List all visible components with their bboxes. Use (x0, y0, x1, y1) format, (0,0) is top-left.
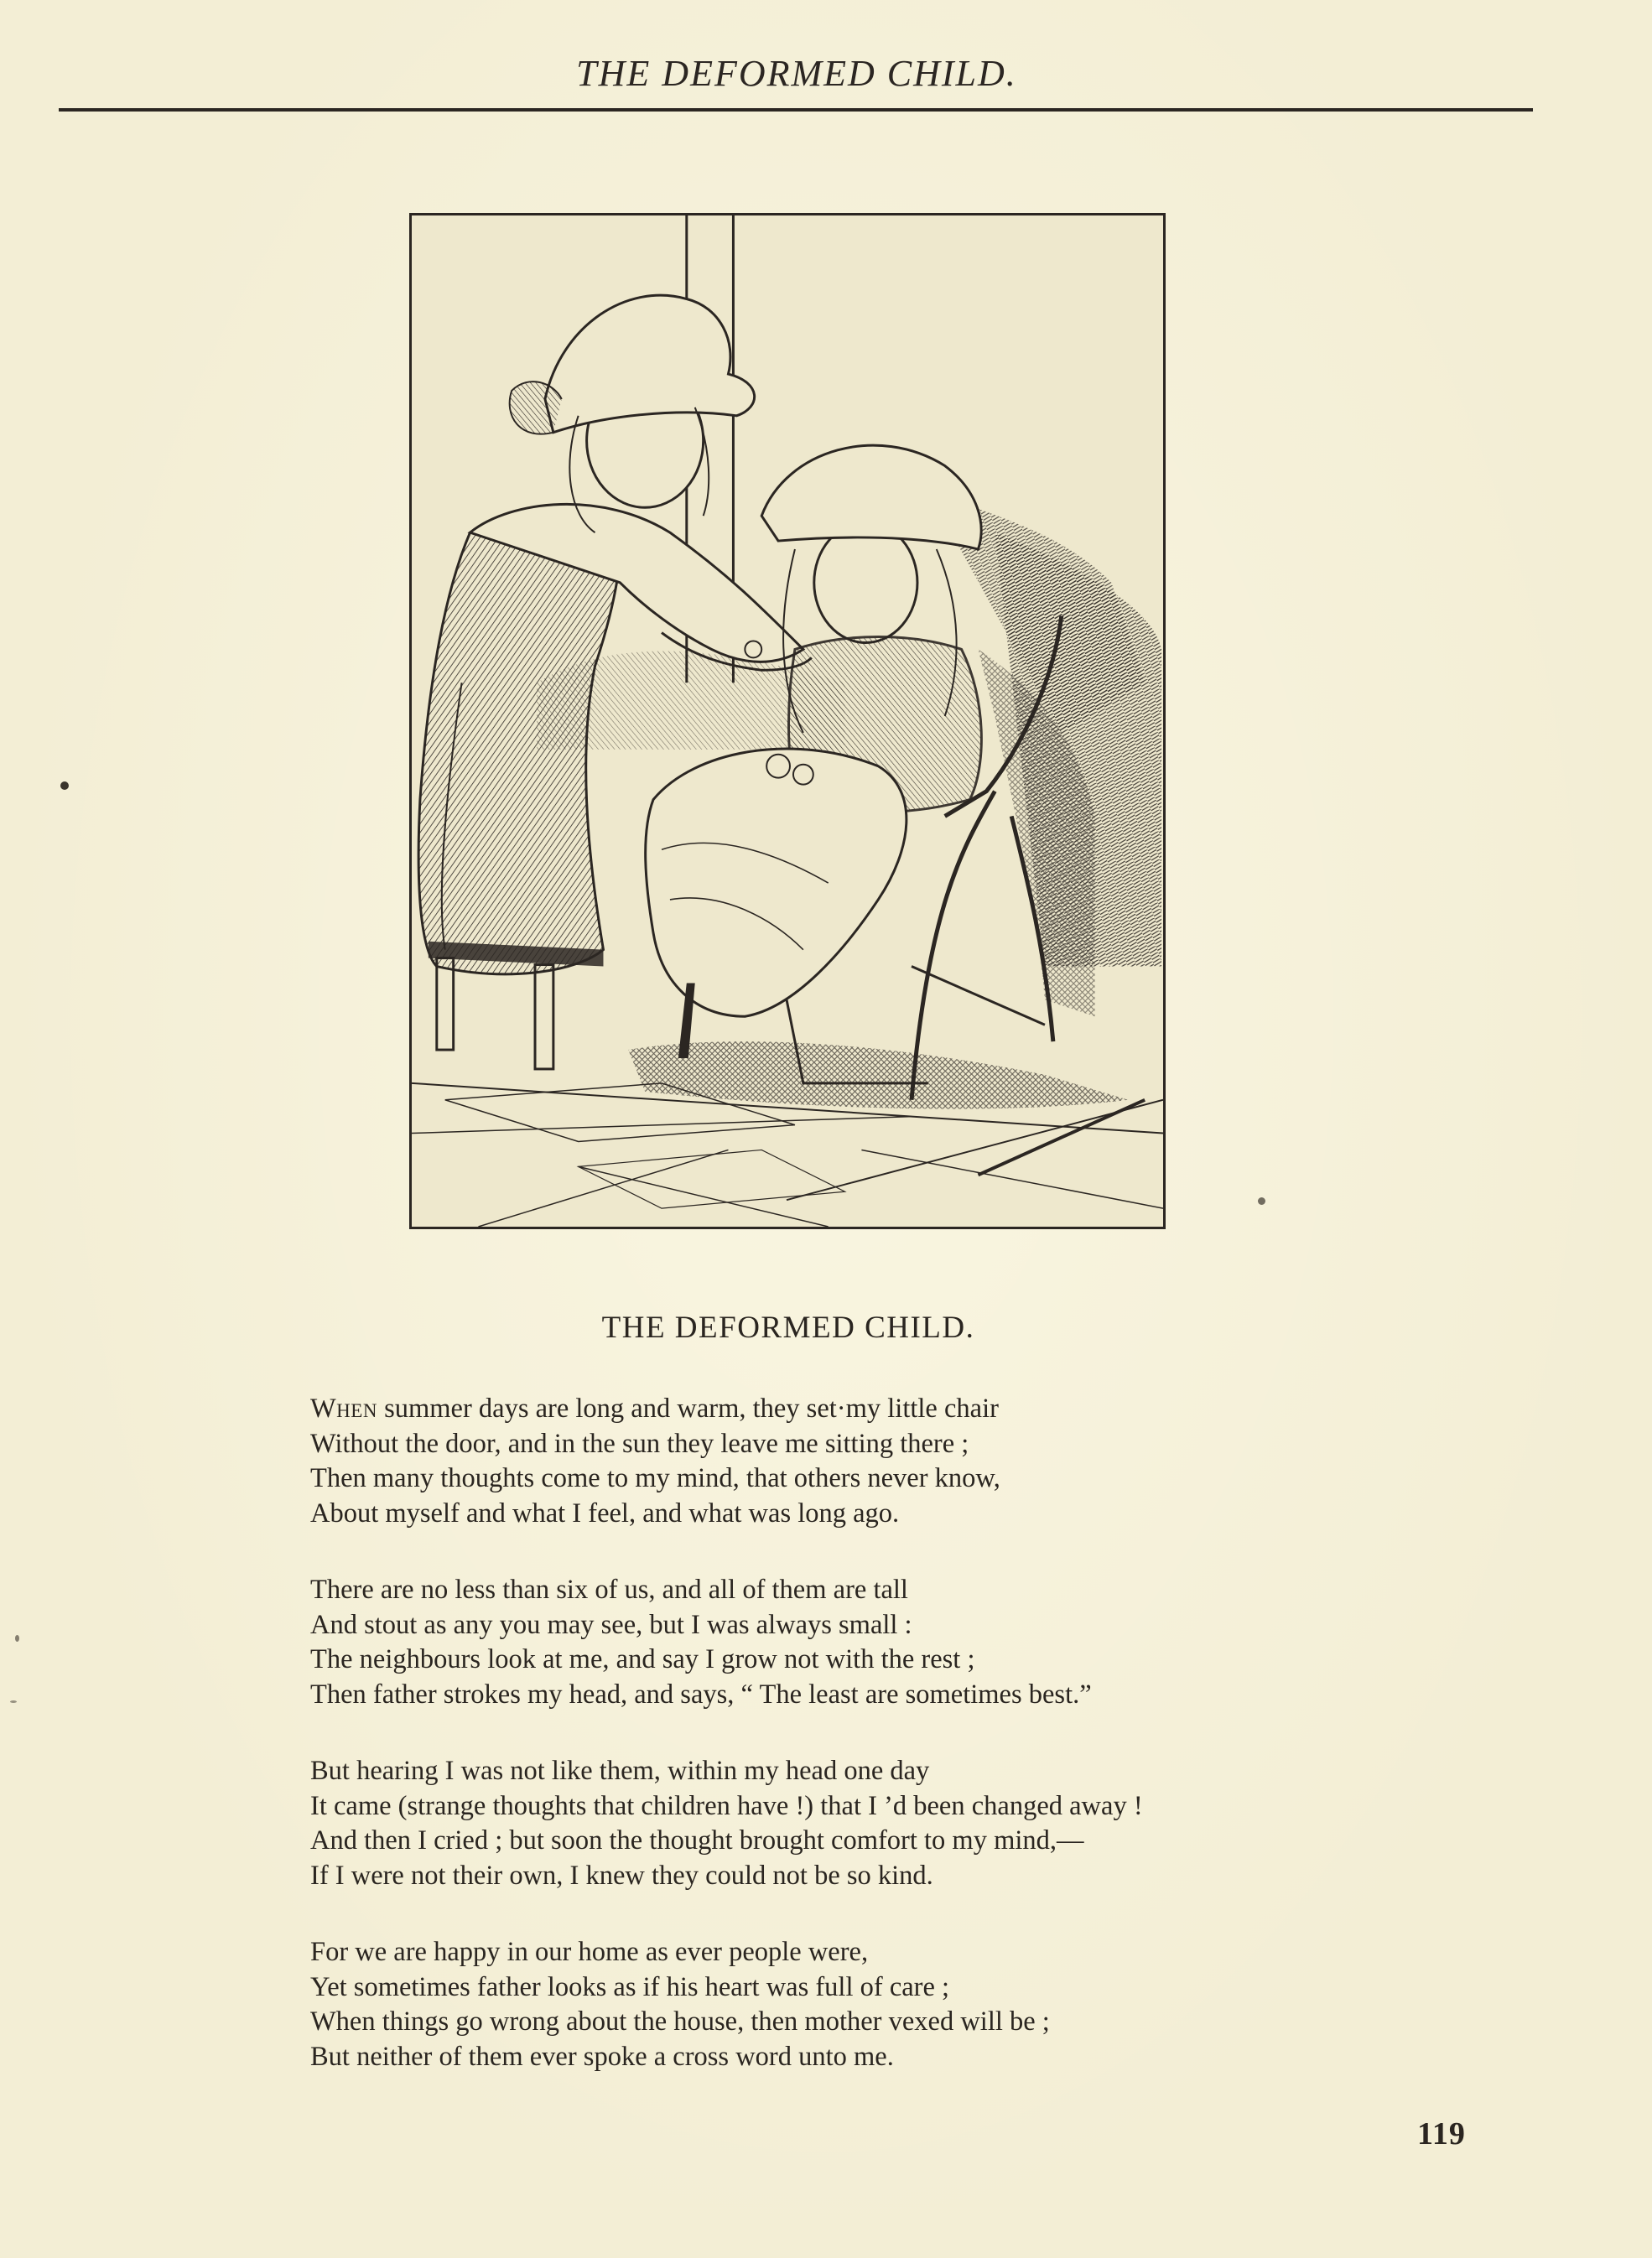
stanza-4 (310, 1935, 1417, 2074)
stanza-2 (310, 1573, 1417, 1712)
poem-line: The neighbours look at me, and say I grow not with the rest ; (310, 1644, 975, 1674)
poem-line: There are no less than six of us, and all of them are tall (310, 1575, 908, 1605)
poem-line: When summer days are long and warm, they set·my little chair (310, 1394, 999, 1424)
poem-body (310, 1392, 1417, 2116)
poem-line: It came (strange thoughts that children have !) that I ’d been changed away ! (310, 1790, 1143, 1821)
paper-speck (10, 1700, 17, 1703)
paper-speck (60, 781, 69, 790)
poem-line: When things go wrong about the house, then mother vexed will be ; (310, 2006, 1050, 2037)
poem-line: But neither of them ever spoke a cross word unto me. (310, 2041, 894, 2072)
engraving-two-girls-chair-icon (412, 215, 1163, 1227)
illustration-plate (409, 213, 1166, 1229)
illustration-caption: THE DEFORMED CHILD. (601, 1311, 975, 1345)
poem-line: Without the door, and in the sun they leave me sitting there ; (310, 1428, 969, 1459)
stanza-1 (310, 1392, 1417, 1531)
poem-line: Then father strokes my head, and says, “ The least are sometimes best.” (310, 1679, 1092, 1710)
paper-speck (15, 1635, 19, 1642)
poem-line: For we are happy in our home as ever people were, (310, 1937, 869, 1967)
running-head: THE DEFORMED CHILD. (576, 53, 1017, 94)
paper-speck (1258, 1197, 1265, 1205)
poem-line: And stout as any you may see, but I was always small : (310, 1609, 912, 1640)
drop-word: When (310, 1394, 377, 1424)
page-number: 119 (1417, 2116, 1466, 2152)
poem-line: And then I cried ; but soon the thought brought comfort to my mind,— (310, 1825, 1084, 1856)
poem-line: Then many thoughts come to my mind, that others never know, (310, 1463, 1000, 1493)
poem-line: But hearing I was not like them, within my head one day (310, 1756, 930, 1786)
header-rule (59, 108, 1533, 112)
poem-line: If I were not their own, I knew they could not be so kind. (310, 1860, 933, 1891)
poem-line: Yet sometimes father looks as if his heart was full of care ; (310, 1971, 950, 2002)
poem-line: About myself and what I feel, and what was long ago. (310, 1498, 900, 1529)
stanza-3 (310, 1754, 1417, 1893)
